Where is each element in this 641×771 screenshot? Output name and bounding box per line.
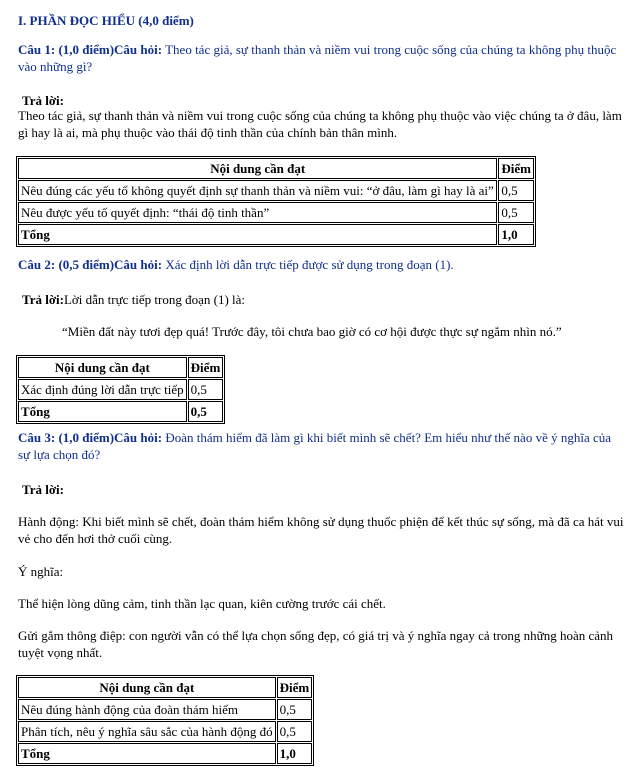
table-total-row	[18, 743, 312, 764]
row-content: Nêu đúng các yếu tố không quyết định sự thanh thản và niềm vui: “ở đâu, làm gì hay là ai”	[18, 180, 497, 201]
header-content: Nội dung cần đạt	[18, 357, 187, 378]
q3-question	[18, 429, 633, 463]
q2-score-table	[16, 355, 225, 424]
total-label: Tổng	[18, 401, 187, 422]
q1-answer-line1: Theo tác giả, sự thanh thản và niềm vui trong cuộc sống của chúng ta không phụ thuộc vào việc chúng ta ở đâu, làm	[18, 108, 622, 123]
q3-answer-label: Trả lời:	[22, 482, 64, 497]
table-header-row	[18, 357, 223, 378]
q2-answer-label: Trả lời:	[22, 292, 64, 307]
header-score: Điểm	[498, 158, 534, 179]
table-total-row	[18, 401, 223, 422]
table-row	[18, 180, 534, 201]
q1-text-line1: Theo tác giả, sự thanh thản và niềm vui trong cuộc sống của chúng ta không phụ thuộc	[162, 42, 617, 57]
total-score: 1,0	[498, 224, 534, 245]
row-score: 0,5	[498, 202, 534, 223]
header-score: Điểm	[188, 357, 224, 378]
section-title: I. PHẦN ĐỌC HIỂU (4,0 điểm)	[18, 13, 194, 28]
q3-meaning-2-line1: Gửi gắm thông điệp: con người vẫn có thể lựa chọn sống đẹp, có giá trị và ý nghĩa ngay cả trong những hoàn cảnh	[18, 628, 613, 643]
q1-answer	[18, 107, 638, 141]
q2-question	[18, 256, 633, 273]
q3-action-line2: vẻ cho đến hơi thở cuối cùng.	[18, 531, 173, 546]
table-row	[18, 721, 312, 742]
q2-answer	[22, 291, 245, 308]
row-score: 0,5	[498, 180, 534, 201]
q3-meaning-2	[18, 627, 638, 661]
q3-action-line1: Hành động: Khi biết mình sẽ chết, đoàn thám hiểm không sử dụng thuốc phiện để kết thúc sự sống, mà đã ca hát vui	[18, 514, 624, 529]
header-score: Điểm	[277, 677, 313, 698]
q2-text: Xác định lời dẫn trực tiếp được sử dụng trong đoạn (1).	[162, 257, 454, 272]
q1-question	[18, 41, 633, 75]
row-content: Nêu đúng hành động của đoàn thám hiểm	[18, 699, 276, 720]
total-label: Tổng	[18, 743, 276, 764]
row-score: 0,5	[277, 699, 313, 720]
header-content: Nội dung cần đạt	[18, 677, 276, 698]
q1-answer-label: Trả lời:	[22, 93, 64, 108]
table-row	[18, 202, 534, 223]
table-header-row	[18, 158, 534, 179]
table-total-row	[18, 224, 534, 245]
q2-answer-text: Lời dẫn trực tiếp trong đoạn (1) là:	[63, 292, 246, 307]
table-header-row	[18, 677, 312, 698]
q1-label: Câu 1: (1,0 điểm)Câu hỏi:	[18, 42, 163, 57]
total-score: 0,5	[188, 401, 224, 422]
q1-score-table	[16, 156, 536, 247]
q2-quote: “Miền đất này tươi đẹp quá! Trước đây, tôi chưa bao giờ có cơ hội được thực sự ngắm nhìn nó.”	[62, 324, 562, 339]
total-score: 1,0	[277, 743, 313, 764]
row-content: Nêu được yếu tố quyết định: “thái độ tinh thần”	[18, 202, 497, 223]
q3-score-table	[16, 675, 314, 766]
header-content: Nội dung cần đạt	[18, 158, 497, 179]
q3-text-line1: Đoàn thám hiểm đã làm gì khi biết mình sẽ chết? Em hiểu như thế nào về ý nghĩa của	[162, 430, 612, 445]
table-row	[18, 699, 312, 720]
table-row	[18, 379, 223, 400]
q3-label: Câu 3: (1,0 điểm)Câu hỏi:	[18, 430, 163, 445]
q1-text-line2: vào những gì?	[18, 59, 93, 74]
q3-meaning-label: Ý nghĩa:	[18, 564, 64, 579]
row-content: Xác định đúng lời dẫn trực tiếp	[18, 379, 187, 400]
q3-text-line2: sự lựa chọn đó?	[18, 447, 101, 462]
q1-answer-line2: gì hay là ai, mà phụ thuộc vào thái độ tinh thần của chính bản thân mình.	[18, 125, 398, 140]
row-content: Phân tích, nêu ý nghĩa sâu sắc của hành động đó	[18, 721, 276, 742]
q3-meaning-1: Thể hiện lòng dũng cảm, tinh thần lạc quan, kiên cường trước cái chết.	[18, 596, 386, 611]
q2-label: Câu 2: (0,5 điểm)Câu hỏi:	[18, 257, 163, 272]
total-label: Tổng	[18, 224, 497, 245]
row-score: 0,5	[188, 379, 224, 400]
q3-meaning-2-line2: tuyệt vọng nhất.	[18, 645, 103, 660]
row-score: 0,5	[277, 721, 313, 742]
q3-action	[18, 513, 638, 547]
